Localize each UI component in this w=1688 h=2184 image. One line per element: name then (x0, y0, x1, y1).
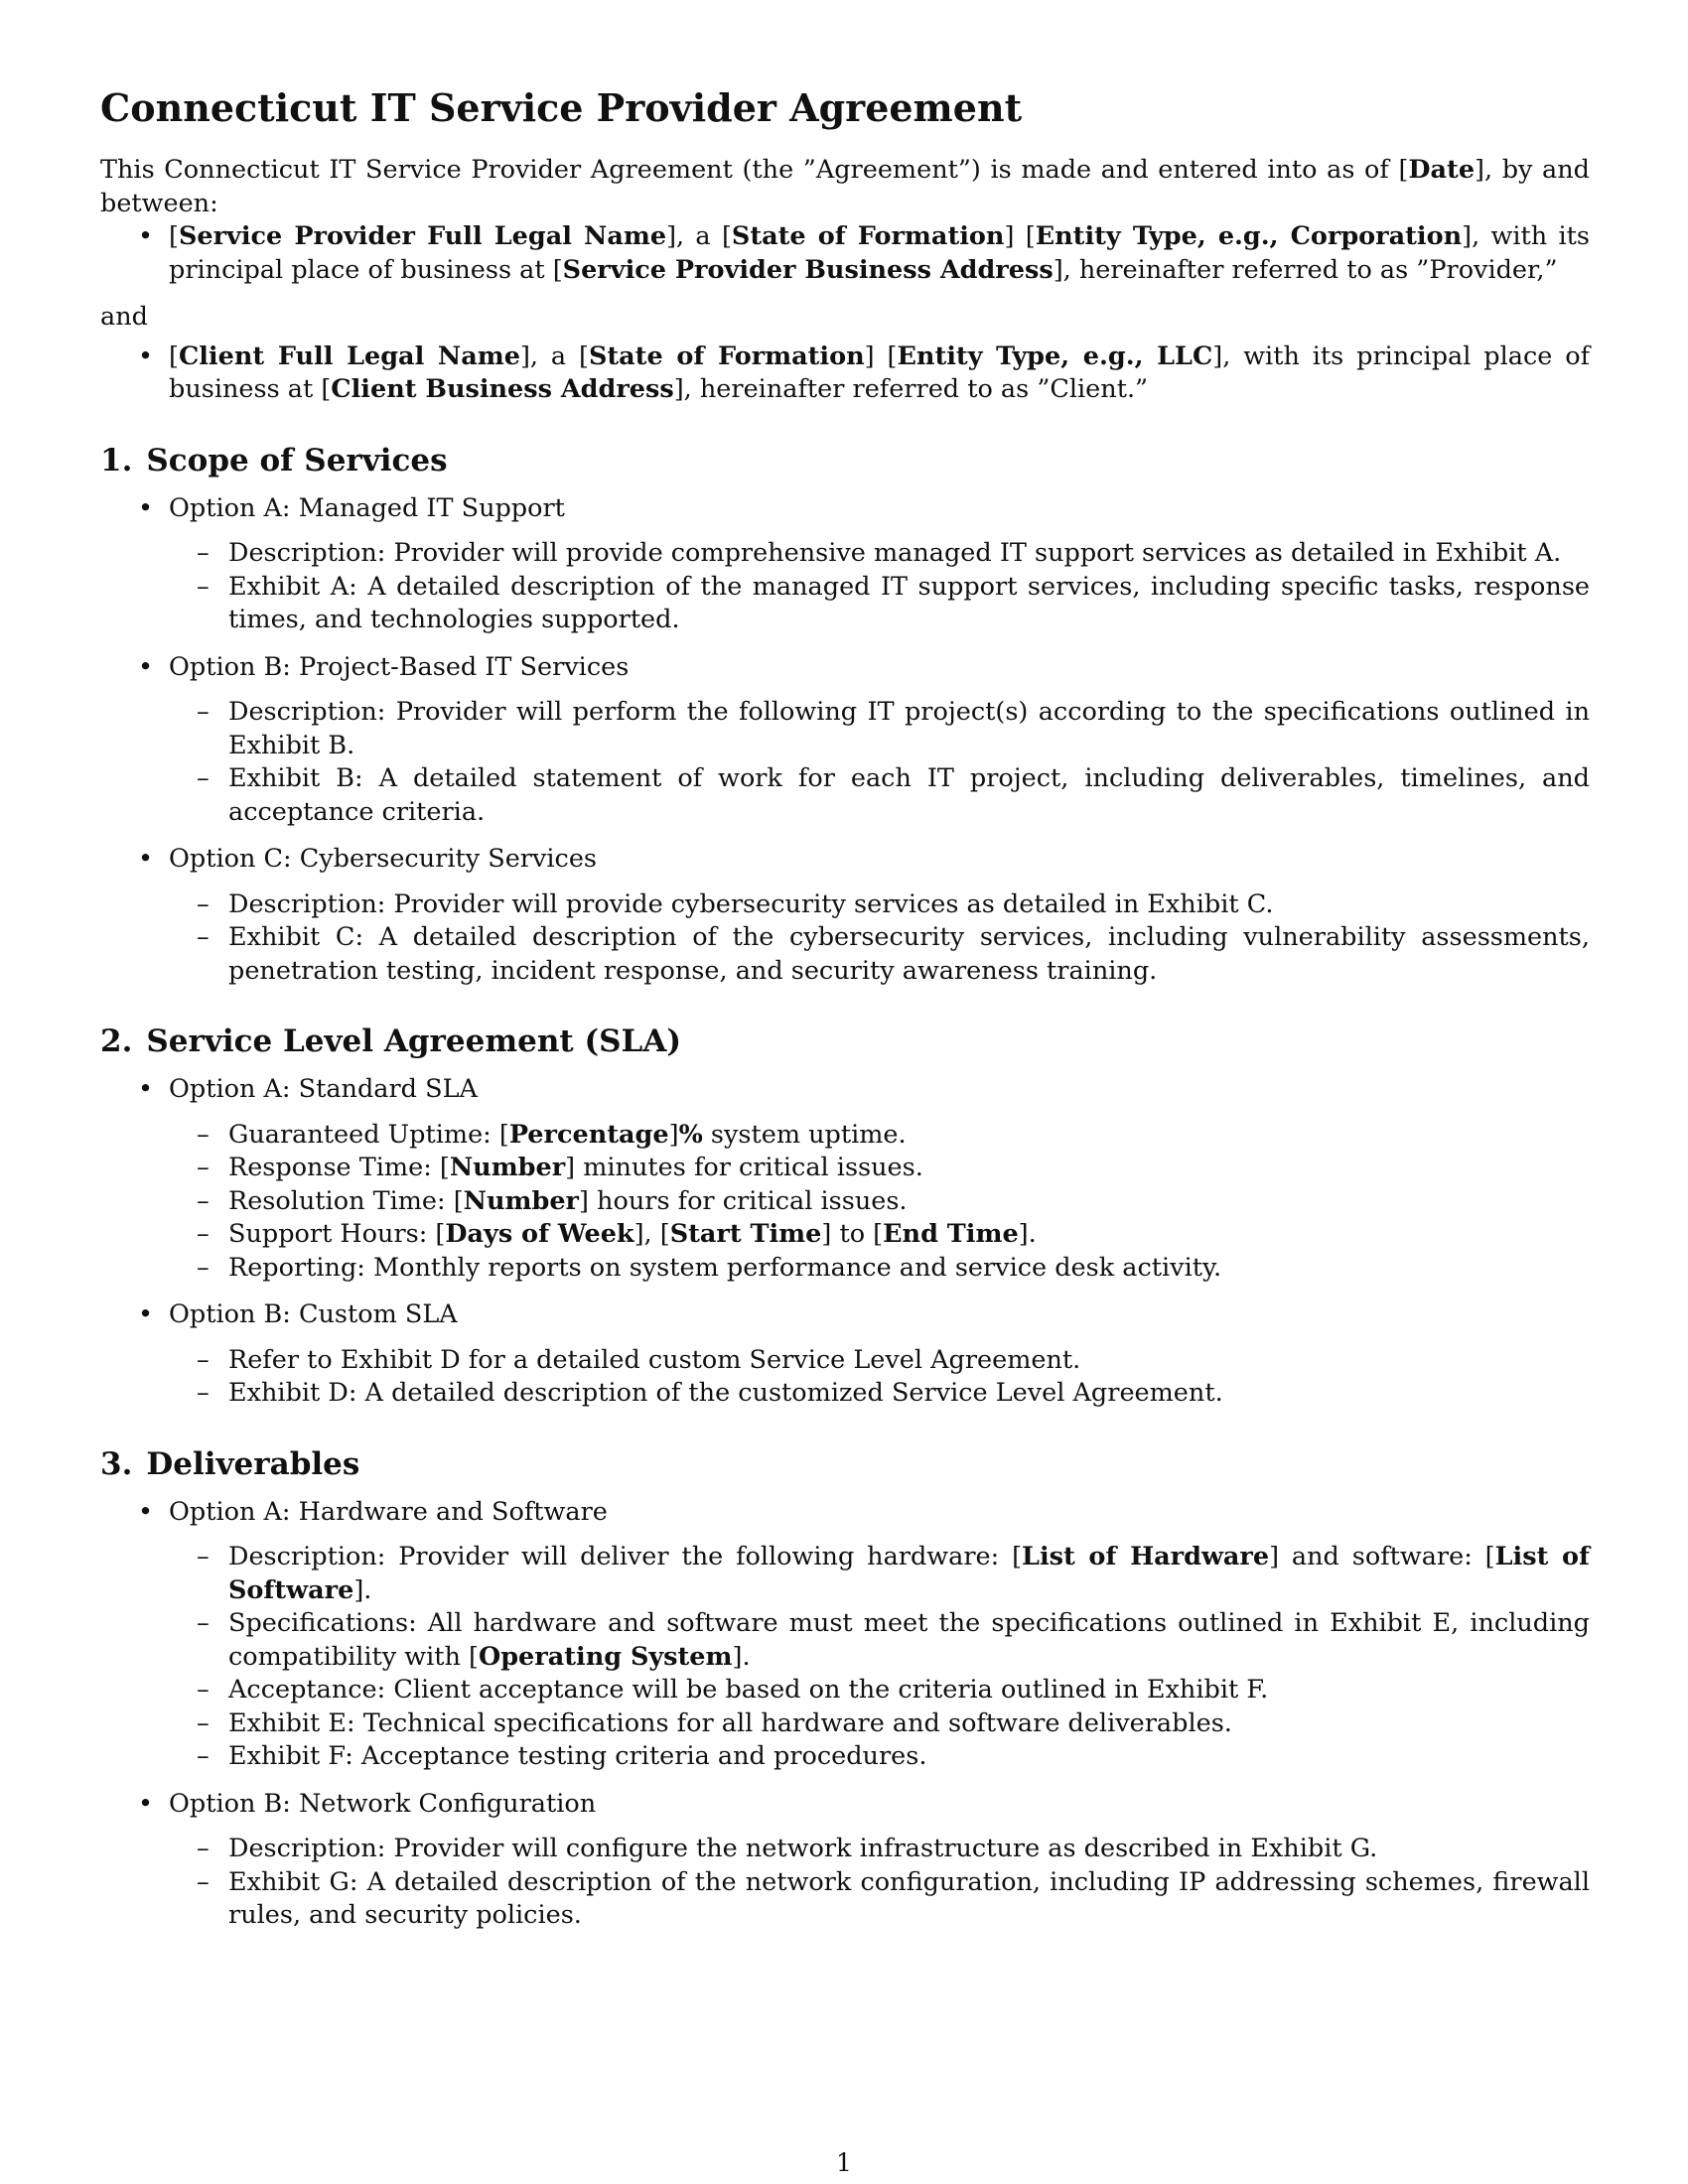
sla-options-list (100, 1073, 1590, 1411)
item-text: Description: Provider will provide comprehensive managed IT support services as detailed in Exhibit A. (228, 538, 1562, 568)
list-item (169, 762, 1590, 829)
section-title: Service Level Agreement (SLA) (146, 1024, 682, 1059)
list-item (169, 1344, 1590, 1378)
days-placeholder: Days of Week (445, 1219, 634, 1249)
dash-icon: – (197, 1119, 210, 1150)
dash-icon: – (197, 1741, 210, 1771)
start-time-placeholder: Start Time (669, 1219, 822, 1249)
list-item (169, 696, 1590, 762)
item-text: Exhibit B: A detailed statement of work for each IT project, including deliverables, timelines, and acceptance criteria. (228, 763, 1590, 827)
client-name-placeholder: Client Full Legal Name (178, 341, 520, 371)
section-number: 1. (100, 442, 133, 478)
specifications-item (169, 1607, 1590, 1674)
scope-option-b (100, 651, 1590, 830)
exhibit-e-item (169, 1707, 1590, 1741)
option-details (169, 1119, 1590, 1286)
dash-icon: – (197, 1219, 210, 1249)
text: ], a [ (666, 221, 732, 251)
reporting-item (169, 1252, 1590, 1286)
bullet-icon: • (138, 1074, 154, 1104)
text: ]. (732, 1641, 751, 1672)
section-heading-deliverables (100, 1444, 1590, 1484)
bullet-icon: • (138, 1299, 154, 1329)
dash-icon: – (197, 1252, 210, 1283)
page-number: 1 (836, 2148, 852, 2177)
provider-address-placeholder: Service Provider Business Address (562, 254, 1054, 285)
deliverables-options-list (100, 1496, 1590, 1933)
bullet-icon: • (138, 844, 154, 874)
list-item (169, 1866, 1590, 1933)
option-label: Option A: Managed IT Support (169, 492, 565, 523)
os-placeholder: Operating System (479, 1641, 733, 1672)
dash-icon: – (197, 1707, 210, 1738)
option-details (169, 1833, 1590, 1933)
text: ], a [ (519, 341, 589, 371)
and-connector: and (100, 302, 148, 332)
resolution-time-item (169, 1185, 1590, 1219)
item-text: Exhibit E: Technical specifications for all hardware and software deliverables. (228, 1707, 1232, 1738)
option-label: Option B: Network Configuration (169, 1788, 597, 1819)
option-details (169, 696, 1590, 829)
intro-text: This Connecticut IT Service Provider Agreement (the ”Agreement”) is made and entered into as of [ (100, 155, 1409, 185)
dash-icon: – (197, 1608, 210, 1638)
provider-party-list (100, 220, 1590, 287)
text: ] [ (864, 341, 898, 371)
sla-option-b (100, 1298, 1590, 1411)
end-time-placeholder: End Time (883, 1219, 1019, 1249)
text: [ (169, 341, 179, 371)
text: Response Time: [ (228, 1153, 450, 1182)
list-item (169, 537, 1590, 571)
dash-icon: – (197, 1866, 210, 1897)
response-time-item (169, 1152, 1590, 1185)
document-page (100, 84, 1590, 1947)
text: ], [ (633, 1219, 670, 1249)
option-details (169, 1344, 1590, 1411)
number-placeholder: Number (449, 1153, 566, 1182)
item-text: Exhibit G: A detailed description of the network configuration, including IP addressing schemes, firewall rules, and security policies. (228, 1866, 1590, 1930)
software-placeholder: List of Software (228, 1542, 1591, 1605)
dash-icon: – (197, 697, 210, 727)
bullet-icon: • (138, 1788, 154, 1819)
sla-option-a (100, 1073, 1590, 1285)
client-state-placeholder: State of Formation (588, 341, 865, 371)
dash-icon: – (197, 538, 210, 568)
section-heading-sla (100, 1022, 1590, 1061)
section-title: Scope of Services (146, 442, 448, 478)
scope-options-list (100, 492, 1590, 989)
item-text: Reporting: Monthly reports on system performance and service desk activity. (228, 1252, 1222, 1283)
item-text: Description: Provider will perform the following IT project(s) according to the specifications outlined in Exhibit B. (228, 697, 1590, 760)
dash-icon: – (197, 1153, 210, 1182)
support-hours-item (169, 1218, 1590, 1252)
provider-name-placeholder: Service Provider Full Legal Name (178, 221, 667, 251)
bullet-icon: • (138, 1496, 154, 1527)
section-number: 3. (100, 1445, 133, 1482)
dash-icon: – (197, 1185, 210, 1216)
scope-option-c (100, 843, 1590, 988)
text: ]. (1018, 1219, 1037, 1249)
text: Resolution Time: [ (228, 1185, 464, 1216)
intro-text-end: ], by and between: (100, 155, 1591, 218)
uptime-item (169, 1119, 1590, 1153)
document-title: Connecticut IT Service Provider Agreement (100, 85, 1023, 130)
item-text: Exhibit F: Acceptance testing criteria and procedures. (228, 1741, 927, 1771)
section-title: Deliverables (146, 1445, 360, 1482)
text: Support Hours: [ (228, 1219, 446, 1249)
option-label: Option A: Hardware and Software (169, 1496, 608, 1527)
bullet-icon: • (138, 492, 154, 523)
list-item (169, 1833, 1590, 1866)
percent-sign: % (678, 1119, 703, 1150)
item-text: Description: Provider will provide cybersecurity services as detailed in Exhibit C. (228, 888, 1274, 919)
text: ], with its principal place of business at [ (169, 341, 1591, 404)
dash-icon: – (197, 571, 210, 602)
acceptance-item (169, 1674, 1590, 1707)
text: ], hereinafter referred to as ”Client.” (673, 374, 1149, 404)
provider-party (100, 220, 1590, 287)
option-label: Option A: Standard SLA (169, 1074, 478, 1104)
option-label: Option B: Custom SLA (169, 1299, 458, 1329)
text: ], hereinafter referred to as ”Provider,” (1053, 254, 1558, 285)
text: system uptime. (702, 1119, 907, 1150)
dash-icon: – (197, 763, 210, 793)
option-details (169, 1541, 1590, 1774)
text: [ (169, 221, 179, 251)
list-item (169, 888, 1590, 922)
date-placeholder: Date (1408, 155, 1476, 185)
bullet-icon: • (138, 341, 154, 371)
client-party (100, 341, 1590, 407)
dash-icon: – (197, 888, 210, 919)
item-text: Exhibit C: A detailed description of the cybersecurity services, including vulnerability assessments, penetration testing, incident response, and security awareness training. (228, 922, 1590, 986)
option-details (169, 888, 1590, 989)
item-text: Refer to Exhibit D for a detailed custom Service Level Agreement. (228, 1344, 1081, 1375)
client-address-placeholder: Client Business Address (331, 374, 674, 404)
scope-option-a (100, 492, 1590, 637)
dash-icon: – (197, 1378, 210, 1408)
percentage-placeholder: Percentage (508, 1119, 669, 1150)
dash-icon: – (197, 1542, 210, 1571)
item-text: Exhibit D: A detailed description of the customized Service Level Agreement. (228, 1378, 1223, 1408)
dash-icon: – (197, 922, 210, 952)
exhibit-f-item (169, 1740, 1590, 1774)
intro-paragraph (100, 154, 1590, 220)
item-text: Acceptance: Client acceptance will be based on the criteria outlined in Exhibit F. (228, 1675, 1269, 1705)
text: ], with its principal place of business at [ (169, 221, 1590, 285)
dash-icon: – (197, 1675, 210, 1705)
option-label: Option C: Cybersecurity Services (169, 844, 597, 874)
provider-state-placeholder: State of Formation (731, 221, 1005, 251)
text: ] [ (1004, 221, 1036, 251)
list-item (169, 1377, 1590, 1411)
hardware-placeholder: List of Hardware (1022, 1542, 1270, 1571)
item-text: Description: Provider will configure the network infrastructure as described in Exhibit G. (228, 1834, 1378, 1863)
provider-entity-placeholder: Entity Type, e.g., Corporation (1035, 221, 1463, 251)
text: Description: Provider will deliver the following hardware: [ (228, 1542, 1023, 1571)
text: ] (668, 1119, 679, 1150)
list-item (169, 571, 1590, 637)
text: Specifications: All hardware and software must meet the specifications outlined in Exhibit E, including compatibility with [ (228, 1608, 1590, 1672)
bullet-icon: • (138, 221, 154, 251)
dash-icon: – (197, 1834, 210, 1863)
hardware-software-item (169, 1541, 1590, 1607)
bullet-icon: • (138, 651, 154, 682)
option-details (169, 537, 1590, 637)
number-placeholder: Number (463, 1185, 579, 1216)
client-party-list (100, 341, 1590, 407)
deliverables-option-b (100, 1788, 1590, 1933)
text: ] and software: [ (1269, 1542, 1495, 1571)
text: ] to [ (821, 1219, 884, 1249)
item-text: Exhibit A: A detailed description of the managed IT support services, including specific tasks, response times, and technologies supported. (228, 571, 1590, 634)
text: ] hours for critical issues. (579, 1185, 908, 1216)
text: ] minutes for critical issues. (565, 1153, 923, 1182)
text: ]. (353, 1574, 372, 1605)
section-number: 2. (100, 1024, 133, 1059)
list-item (169, 921, 1590, 988)
option-label: Option B: Project-Based IT Services (169, 651, 630, 682)
deliverables-option-a (100, 1496, 1590, 1774)
text: Guaranteed Uptime: [ (228, 1119, 509, 1150)
dash-icon: – (197, 1344, 210, 1375)
section-heading-scope (100, 441, 1590, 480)
client-entity-placeholder: Entity Type, e.g., LLC (897, 341, 1213, 371)
